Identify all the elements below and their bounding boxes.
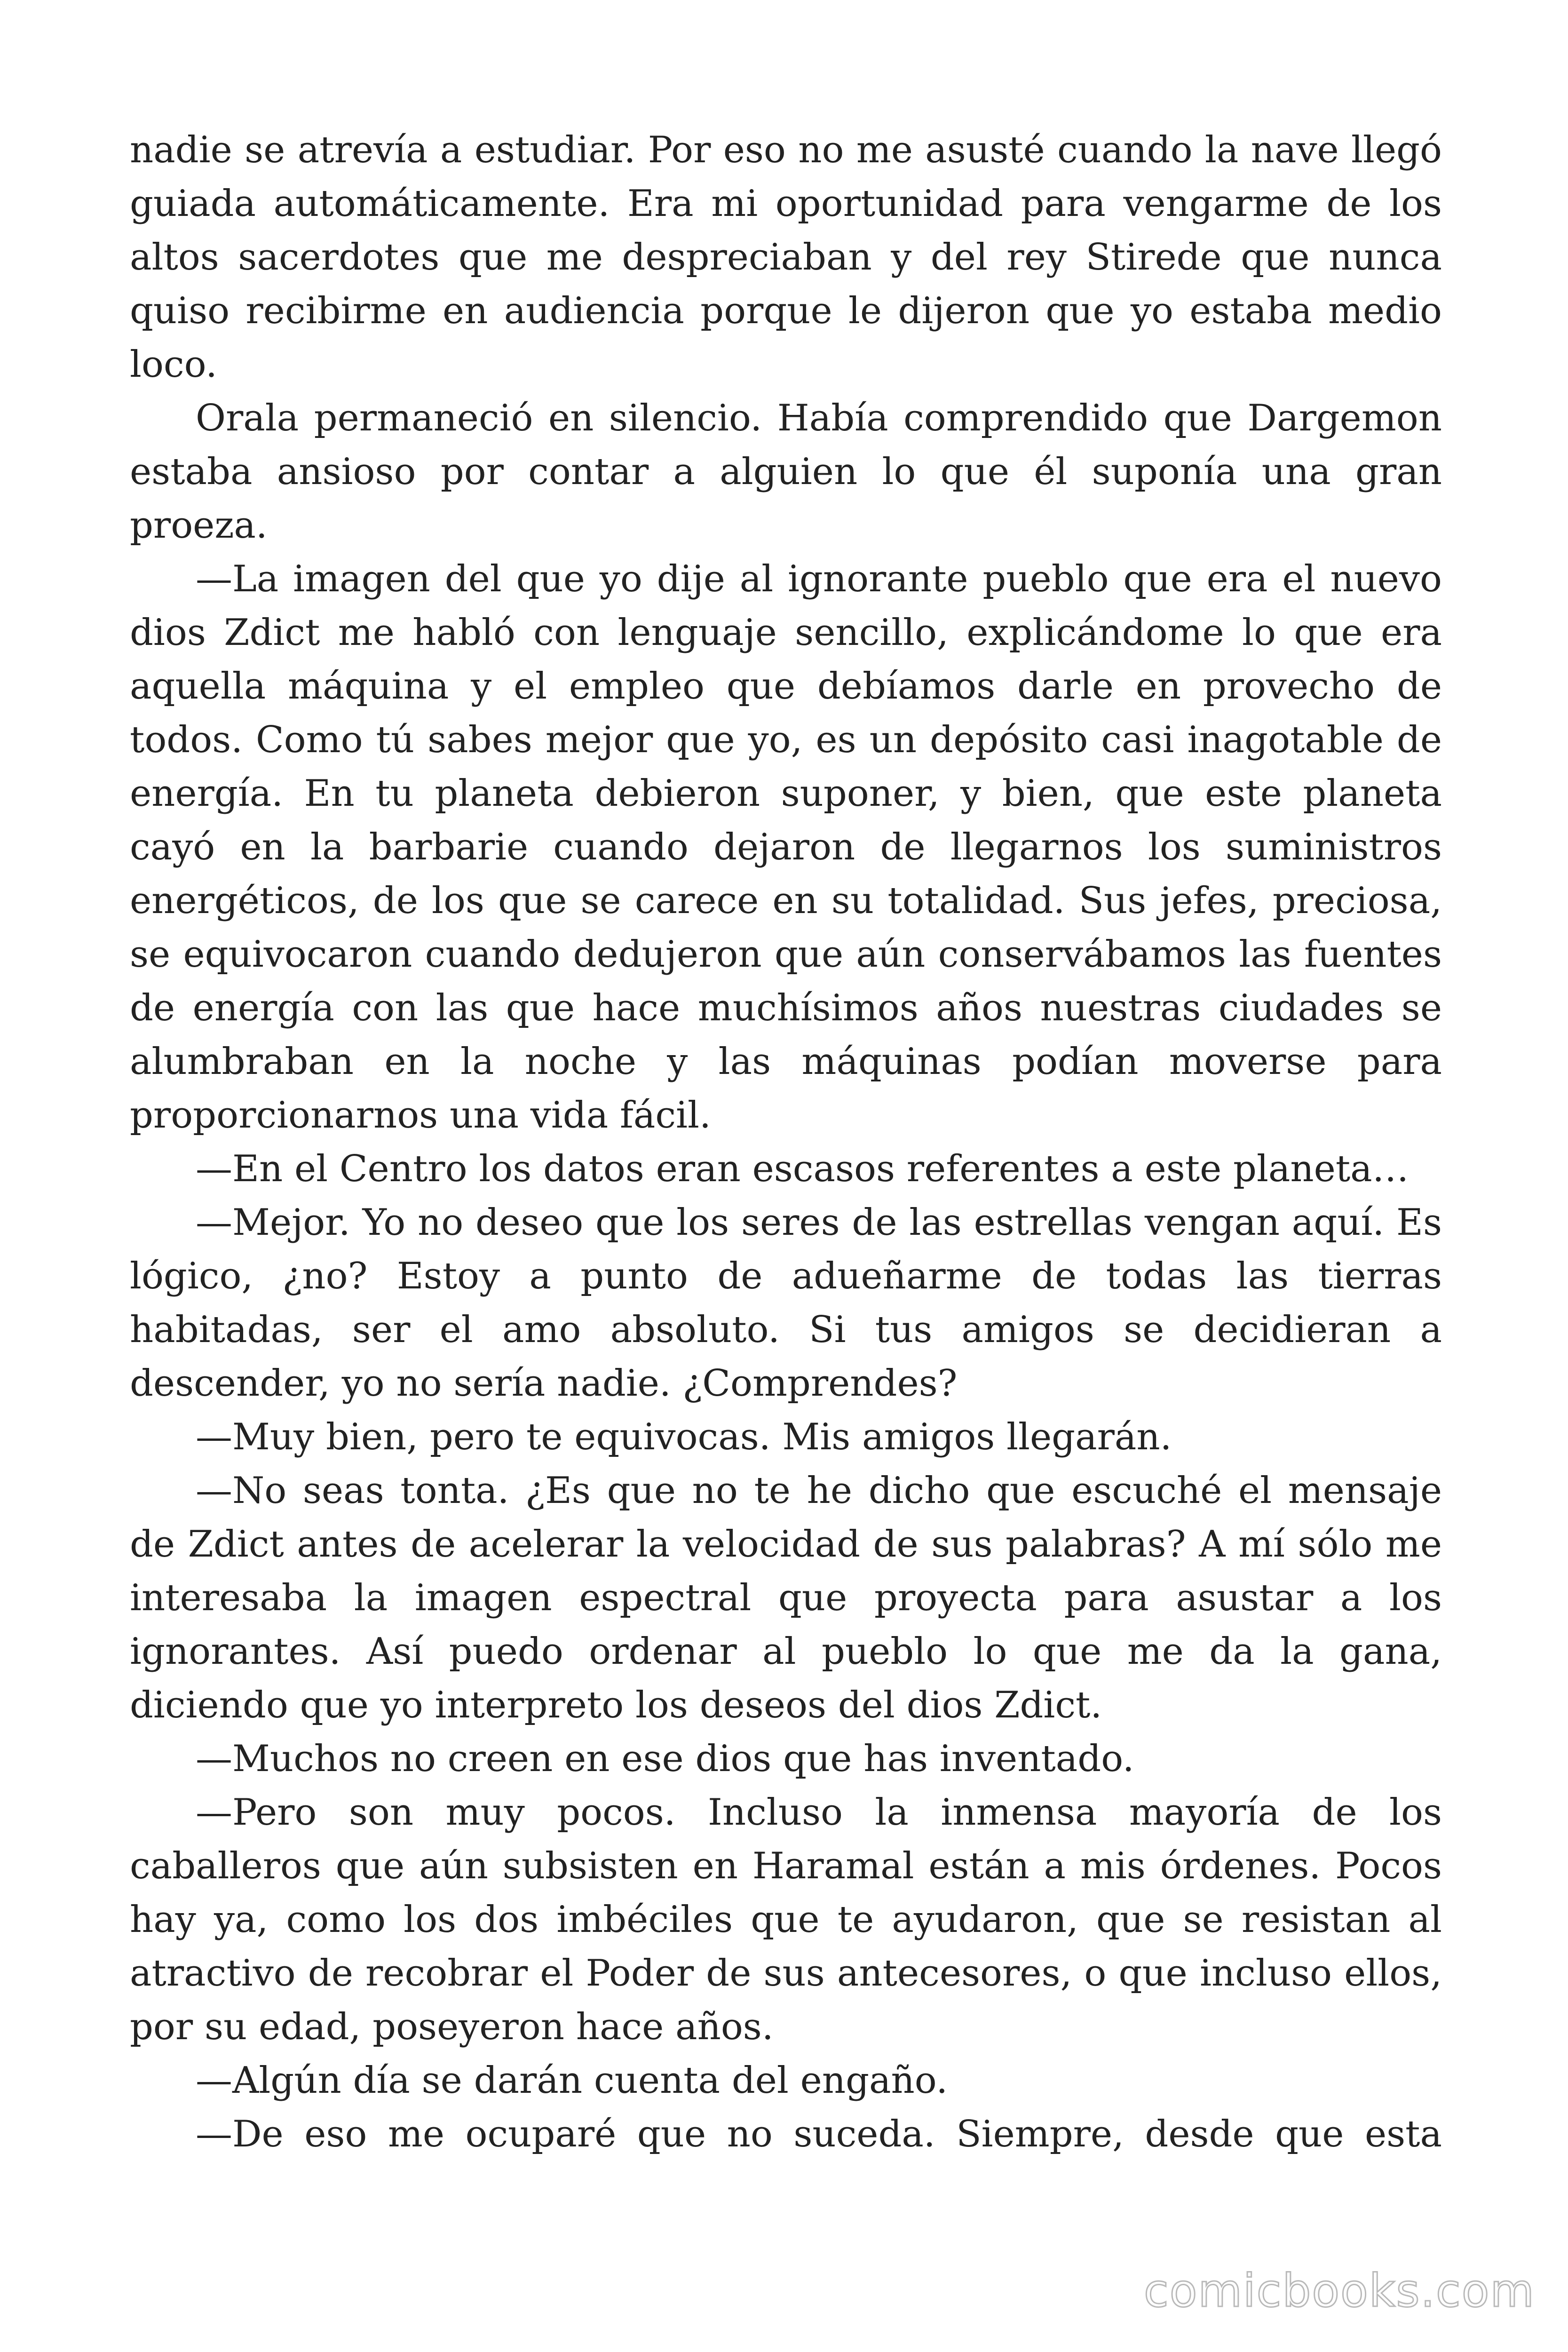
paragraph-11: —De eso me ocuparé que no suceda. Siempre, desde que esta: [196, 2113, 1442, 2155]
paragraph-9: —Pero son muy pocos. Incluso la inmensa mayoría de los caballeros que aún subsisten en Haramal están a mis órdenes. Pocos hay ya, como los dos imbéciles que te ayudaron, que se resistan al atractivo de recobrar el Poder de sus antecesores, o que incluso ellos, por su edad, poseyeron hace años.: [130, 1791, 1442, 2048]
body-text: [130, 123, 1442, 2161]
paragraph-7: —No seas tonta. ¿Es que no te he dicho que escuché el mensaje de Zdict antes de acelerar la velocidad de sus palabras? A mí sólo me interesaba la imagen espectral que proyecta para asustar a los ignorantes. Así puedo ordenar al pueblo lo que me da la gana, diciendo que yo interpreto los deseos del dios Zdict.: [130, 1470, 1442, 1726]
paragraph-6: —Muy bien, pero te equivocas. Mis amigos llegarán.: [196, 1416, 1172, 1458]
paragraph-3: —La imagen del que yo dije al ignorante pueblo que era el nuevo dios Zdict me habló con lenguaje sencillo, explicándome lo que era aquella máquina y el empleo que debíamos darle en provecho de todos. Como tú sabes mejor que yo, es un depósito casi inagotable de energía. En tu planeta debieron suponer, y bien, que este planeta cayó en la barbarie cuando dejaron de llegarnos los suministros energéticos, de los que se carece en su totalidad. Sus jefes, preciosa, se equivocaron cuando dedujeron que aún conservábamos las fuentes de energía con las que hace muchísimos años nuestras ciudades se alumbraban en la noche y las máquinas podían moverse para proporcionarnos una vida fácil.: [130, 558, 1442, 1136]
paragraph-4: —En el Centro los datos eran escasos referentes a este planeta…: [196, 1148, 1409, 1190]
paragraph-2: Orala permaneció en silencio. Había comprendido que Dargemon estaba ansioso por contar a alguien lo que él suponía una gran proeza.: [130, 397, 1442, 547]
watermark-text: comicbooks.com: [1143, 2265, 1535, 2317]
paragraph-5: —Mejor. Yo no deseo que los seres de las estrellas vengan aquí. Es lógico, ¿no? Estoy a punto de adueñarme de todas las tierras habitadas, ser el amo absoluto. Si tus amigos se decidieran a descender, yo no sería nadie. ¿Comprendes?: [130, 1201, 1442, 1405]
paragraph-10: —Algún día se darán cuenta del engaño.: [196, 2059, 948, 2102]
paragraph-1: nadie se atrevía a estudiar. Por eso no me asusté cuando la nave llegó guiada automáticamente. Era mi oportunidad para vengarme de los altos sacerdotes que me despreciaban y del rey Stirede que nunca quiso recibirme en audiencia porque le dijeron que yo estaba medio loco.: [130, 129, 1442, 386]
paragraph-8: —Muchos no creen en ese dios que has inventado.: [196, 1738, 1134, 1780]
